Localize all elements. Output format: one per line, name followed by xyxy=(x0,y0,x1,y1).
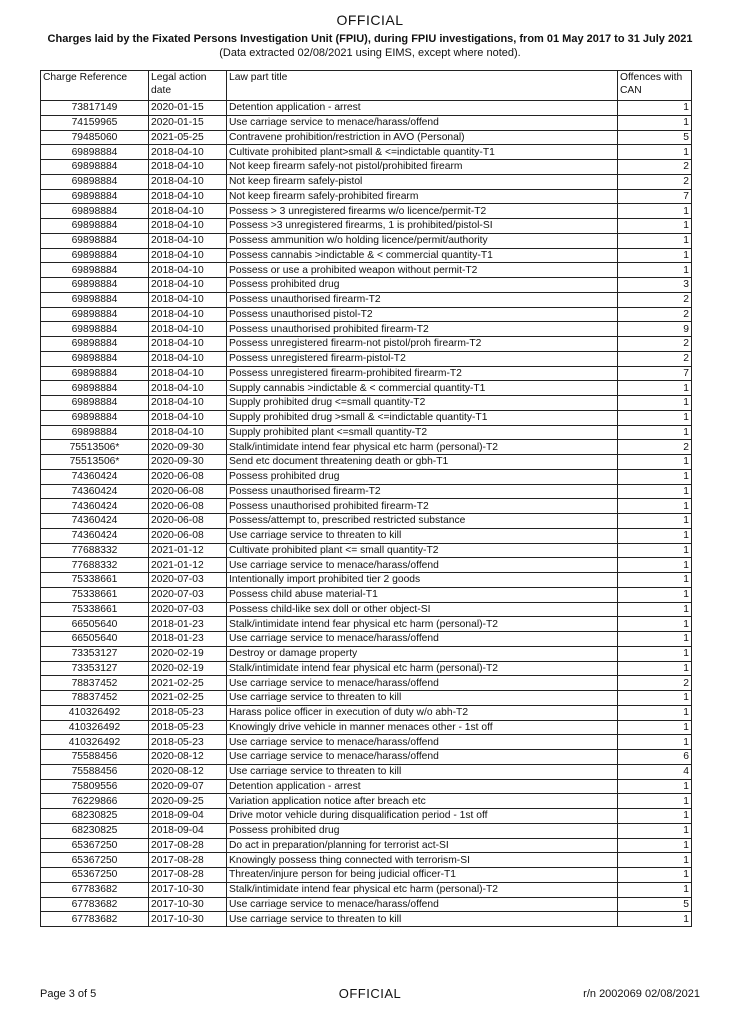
law-part-title-cell: Intentionally import prohibited tier 2 goods xyxy=(227,573,618,588)
law-part-title-cell: Use carriage service to menace/harass/offend xyxy=(227,750,618,765)
legal-action-date-cell: 2020-02-19 xyxy=(149,646,227,661)
offences-count-cell: 1 xyxy=(618,396,692,411)
table-row xyxy=(41,219,692,234)
table-row xyxy=(41,351,692,366)
table-row xyxy=(41,632,692,647)
offences-count-cell: 2 xyxy=(618,440,692,455)
offences-count-cell: 1 xyxy=(618,410,692,425)
table-row xyxy=(41,691,692,706)
legal-action-date-cell: 2018-04-10 xyxy=(149,219,227,234)
law-part-title-cell: Possess unregistered firearm-not pistol/proh firearm-T2 xyxy=(227,337,618,352)
legal-action-date-cell: 2018-04-10 xyxy=(149,381,227,396)
offences-count-cell: 1 xyxy=(618,646,692,661)
charges-table xyxy=(40,70,692,927)
offences-count-cell: 1 xyxy=(618,543,692,558)
charge-reference-cell: 74159965 xyxy=(41,115,149,130)
legal-action-date-cell: 2018-04-10 xyxy=(149,278,227,293)
legal-action-date-cell: 2018-04-10 xyxy=(149,366,227,381)
law-part-title-cell: Destroy or damage property xyxy=(227,646,618,661)
table-row xyxy=(41,233,692,248)
charge-reference-cell: 68230825 xyxy=(41,809,149,824)
offences-count-cell: 1 xyxy=(618,248,692,263)
charge-reference-cell: 73353127 xyxy=(41,646,149,661)
document-title xyxy=(40,32,700,60)
charge-reference-cell: 69898884 xyxy=(41,396,149,411)
legal-action-date-cell: 2021-01-12 xyxy=(149,558,227,573)
law-part-title-cell: Drive motor vehicle during disqualification period - 1st off xyxy=(227,809,618,824)
legal-action-date-cell: 2017-08-28 xyxy=(149,838,227,853)
charge-reference-cell: 69898884 xyxy=(41,337,149,352)
legal-action-date-cell: 2018-09-04 xyxy=(149,823,227,838)
title-note: (Data extracted 02/08/2021 using EIMS, except where noted). xyxy=(219,47,521,59)
legal-action-date-cell: 2020-06-08 xyxy=(149,484,227,499)
charge-reference-cell: 67783682 xyxy=(41,882,149,897)
table-row xyxy=(41,366,692,381)
offences-count-cell: 1 xyxy=(618,204,692,219)
law-part-title-cell: Possess unauthorised prohibited firearm-T2 xyxy=(227,499,618,514)
table-row xyxy=(41,558,692,573)
law-part-title-cell: Stalk/intimidate intend fear physical etc harm (personal)-T2 xyxy=(227,882,618,897)
column-header-legal-action-date: Legal action date xyxy=(149,71,227,101)
charge-reference-cell: 69898884 xyxy=(41,174,149,189)
charge-reference-cell: 75588456 xyxy=(41,764,149,779)
law-part-title-cell: Possess unauthorised prohibited firearm-T2 xyxy=(227,322,618,337)
table-row xyxy=(41,425,692,440)
charge-reference-cell: 75513506* xyxy=(41,440,149,455)
law-part-title-cell: Harass police officer in execution of duty w/o abh-T2 xyxy=(227,705,618,720)
charge-reference-cell: 69898884 xyxy=(41,204,149,219)
charge-reference-cell: 79485060 xyxy=(41,130,149,145)
classification-header: OFFICIAL xyxy=(336,12,404,28)
charge-reference-cell: 410326492 xyxy=(41,720,149,735)
legal-action-date-cell: 2021-01-12 xyxy=(149,543,227,558)
legal-action-date-cell: 2020-06-08 xyxy=(149,514,227,529)
offences-count-cell: 1 xyxy=(618,101,692,116)
offences-count-cell: 5 xyxy=(618,130,692,145)
legal-action-date-cell: 2020-08-12 xyxy=(149,750,227,765)
law-part-title-cell: Supply cannabis >indictable & < commercial quantity-T1 xyxy=(227,381,618,396)
offences-count-cell: 7 xyxy=(618,366,692,381)
table-row xyxy=(41,174,692,189)
column-header-law-part-title: Law part title xyxy=(227,71,618,101)
charge-reference-cell: 69898884 xyxy=(41,381,149,396)
legal-action-date-cell: 2017-10-30 xyxy=(149,912,227,927)
offences-count-cell: 1 xyxy=(618,573,692,588)
legal-action-date-cell: 2020-01-15 xyxy=(149,101,227,116)
charge-reference-cell: 75809556 xyxy=(41,779,149,794)
legal-action-date-cell: 2018-04-10 xyxy=(149,145,227,160)
table-row xyxy=(41,101,692,116)
charge-reference-cell: 77688332 xyxy=(41,543,149,558)
table-row xyxy=(41,853,692,868)
offences-count-cell: 2 xyxy=(618,307,692,322)
table-row xyxy=(41,823,692,838)
law-part-title-cell: Possess ammunition w/o holding licence/permit/authority xyxy=(227,233,618,248)
table-row xyxy=(41,381,692,396)
legal-action-date-cell: 2018-04-10 xyxy=(149,410,227,425)
law-part-title-cell: Cultivate prohibited plant <= small quantity-T2 xyxy=(227,543,618,558)
law-part-title-cell: Possess > 3 unregistered firearms w/o licence/permit-T2 xyxy=(227,204,618,219)
charge-reference-cell: 68230825 xyxy=(41,823,149,838)
charge-reference-cell: 66505640 xyxy=(41,632,149,647)
offences-count-cell: 1 xyxy=(618,484,692,499)
charge-reference-cell: 69898884 xyxy=(41,410,149,425)
charge-reference-cell: 75338661 xyxy=(41,602,149,617)
offences-count-cell: 1 xyxy=(618,632,692,647)
charge-reference-cell: 78837452 xyxy=(41,676,149,691)
table-row xyxy=(41,838,692,853)
table-row xyxy=(41,809,692,824)
table-row xyxy=(41,469,692,484)
offences-count-cell: 1 xyxy=(618,528,692,543)
law-part-title-cell: Not keep firearm safely-not pistol/prohibited firearm xyxy=(227,160,618,175)
law-part-title-cell: Possess prohibited drug xyxy=(227,278,618,293)
table-row xyxy=(41,115,692,130)
offences-count-cell: 9 xyxy=(618,322,692,337)
table-row xyxy=(41,720,692,735)
legal-action-date-cell: 2018-04-10 xyxy=(149,204,227,219)
charge-reference-cell: 69898884 xyxy=(41,366,149,381)
legal-action-date-cell: 2018-04-10 xyxy=(149,233,227,248)
table-row xyxy=(41,484,692,499)
legal-action-date-cell: 2018-04-10 xyxy=(149,351,227,366)
table-row xyxy=(41,204,692,219)
law-part-title-cell: Use carriage service to threaten to kill xyxy=(227,764,618,779)
table-row xyxy=(41,573,692,588)
offences-count-cell: 1 xyxy=(618,558,692,573)
legal-action-date-cell: 2020-09-25 xyxy=(149,794,227,809)
offences-count-cell: 1 xyxy=(618,499,692,514)
table-row xyxy=(41,705,692,720)
offences-count-cell: 1 xyxy=(618,145,692,160)
charge-reference-cell: 73353127 xyxy=(41,661,149,676)
table-row xyxy=(41,661,692,676)
legal-action-date-cell: 2018-04-10 xyxy=(149,292,227,307)
offences-count-cell: 2 xyxy=(618,351,692,366)
legal-action-date-cell: 2020-09-07 xyxy=(149,779,227,794)
table-row xyxy=(41,646,692,661)
legal-action-date-cell: 2020-09-30 xyxy=(149,455,227,470)
law-part-title-cell: Supply prohibited drug >small & <=indictable quantity-T1 xyxy=(227,410,618,425)
legal-action-date-cell: 2018-05-23 xyxy=(149,720,227,735)
law-part-title-cell: Detention application - arrest xyxy=(227,101,618,116)
table-row xyxy=(41,514,692,529)
charge-reference-cell: 75338661 xyxy=(41,587,149,602)
charge-reference-cell: 69898884 xyxy=(41,278,149,293)
offences-count-cell: 1 xyxy=(618,617,692,632)
legal-action-date-cell: 2021-05-25 xyxy=(149,130,227,145)
legal-action-date-cell: 2018-04-10 xyxy=(149,307,227,322)
charge-reference-cell: 65367250 xyxy=(41,853,149,868)
table-row xyxy=(41,337,692,352)
table-row xyxy=(41,543,692,558)
offences-count-cell: 5 xyxy=(618,897,692,912)
column-header-charge-reference: Charge Reference xyxy=(41,71,149,101)
table-row xyxy=(41,248,692,263)
law-part-title-cell: Cultivate prohibited plant>small & <=indictable quantity-T1 xyxy=(227,145,618,160)
legal-action-date-cell: 2017-10-30 xyxy=(149,882,227,897)
table-row xyxy=(41,750,692,765)
legal-action-date-cell: 2018-05-23 xyxy=(149,705,227,720)
offences-count-cell: 4 xyxy=(618,764,692,779)
charge-reference-cell: 67783682 xyxy=(41,897,149,912)
law-part-title-cell: Possess unregistered firearm-prohibited firearm-T2 xyxy=(227,366,618,381)
table-row xyxy=(41,410,692,425)
law-part-title-cell: Possess/attempt to, prescribed restricted substance xyxy=(227,514,618,529)
table-row xyxy=(41,160,692,175)
offences-count-cell: 2 xyxy=(618,676,692,691)
law-part-title-cell: Possess >3 unregistered firearms, 1 is prohibited/pistol-SI xyxy=(227,219,618,234)
charge-reference-cell: 69898884 xyxy=(41,292,149,307)
law-part-title-cell: Possess or use a prohibited weapon without permit-T2 xyxy=(227,263,618,278)
law-part-title-cell: Not keep firearm safely-prohibited firearm xyxy=(227,189,618,204)
column-header-offences-with-can: Offences with CAN xyxy=(618,71,692,101)
offences-count-cell: 1 xyxy=(618,469,692,484)
charge-reference-cell: 69898884 xyxy=(41,248,149,263)
offences-count-cell: 1 xyxy=(618,514,692,529)
charge-reference-cell: 66505640 xyxy=(41,617,149,632)
offences-count-cell: 1 xyxy=(618,691,692,706)
offences-count-cell: 3 xyxy=(618,278,692,293)
table-row xyxy=(41,764,692,779)
law-part-title-cell: Use carriage service to threaten to kill xyxy=(227,528,618,543)
law-part-title-cell: Variation application notice after breach etc xyxy=(227,794,618,809)
legal-action-date-cell: 2017-08-28 xyxy=(149,853,227,868)
offences-count-cell: 1 xyxy=(618,853,692,868)
offences-count-cell: 1 xyxy=(618,882,692,897)
legal-action-date-cell: 2020-01-15 xyxy=(149,115,227,130)
law-part-title-cell: Not keep firearm safely-pistol xyxy=(227,174,618,189)
offences-count-cell: 1 xyxy=(618,587,692,602)
charge-reference-cell: 69898884 xyxy=(41,189,149,204)
law-part-title-cell: Use carriage service to menace/harass/offend xyxy=(227,735,618,750)
offences-count-cell: 1 xyxy=(618,705,692,720)
law-part-title-cell: Do act in preparation/planning for terrorist act-SI xyxy=(227,838,618,853)
legal-action-date-cell: 2017-10-30 xyxy=(149,897,227,912)
law-part-title-cell: Knowingly drive vehicle in manner menaces other - 1st off xyxy=(227,720,618,735)
charge-reference-cell: 69898884 xyxy=(41,351,149,366)
law-part-title-cell: Possess cannabis >indictable & < commercial quantity-T1 xyxy=(227,248,618,263)
table-row xyxy=(41,189,692,204)
law-part-title-cell: Stalk/intimidate intend fear physical etc harm (personal)-T2 xyxy=(227,617,618,632)
title-main: Charges laid by the Fixated Persons Investigation Unit (FPIU), during FPIU investigations, from 01 May 2017 to 31 July 2021 xyxy=(47,33,693,45)
offences-count-cell: 2 xyxy=(618,337,692,352)
legal-action-date-cell: 2018-01-23 xyxy=(149,632,227,647)
table-header-row xyxy=(41,71,692,101)
law-part-title-cell: Threaten/injure person for being judicial officer-T1 xyxy=(227,868,618,883)
offences-count-cell: 1 xyxy=(618,425,692,440)
offences-count-cell: 1 xyxy=(618,661,692,676)
law-part-title-cell: Knowingly possess thing connected with terrorism-SI xyxy=(227,853,618,868)
offences-count-cell: 1 xyxy=(618,823,692,838)
table-row xyxy=(41,528,692,543)
charge-reference-cell: 410326492 xyxy=(41,705,149,720)
law-part-title-cell: Use carriage service to menace/harass/offend xyxy=(227,676,618,691)
legal-action-date-cell: 2020-02-19 xyxy=(149,661,227,676)
charge-reference-cell: 67783682 xyxy=(41,912,149,927)
law-part-title-cell: Supply prohibited plant <=small quantity-T2 xyxy=(227,425,618,440)
legal-action-date-cell: 2018-04-10 xyxy=(149,248,227,263)
law-part-title-cell: Stalk/intimidate intend fear physical etc harm (personal)-T2 xyxy=(227,440,618,455)
offences-count-cell: 1 xyxy=(618,794,692,809)
table-row xyxy=(41,307,692,322)
law-part-title-cell: Detention application - arrest xyxy=(227,779,618,794)
charge-reference-cell: 76229866 xyxy=(41,794,149,809)
law-part-title-cell: Possess unauthorised firearm-T2 xyxy=(227,292,618,307)
offences-count-cell: 1 xyxy=(618,868,692,883)
table-row xyxy=(41,499,692,514)
offences-count-cell: 1 xyxy=(618,455,692,470)
legal-action-date-cell: 2021-02-25 xyxy=(149,691,227,706)
table-row xyxy=(41,882,692,897)
law-part-title-cell: Use carriage service to menace/harass/offend xyxy=(227,632,618,647)
law-part-title-cell: Use carriage service to threaten to kill xyxy=(227,912,618,927)
offences-count-cell: 1 xyxy=(618,912,692,927)
offences-count-cell: 1 xyxy=(618,381,692,396)
charge-reference-cell: 74360424 xyxy=(41,499,149,514)
law-part-title-cell: Possess child-like sex doll or other object-SI xyxy=(227,602,618,617)
legal-action-date-cell: 2018-04-10 xyxy=(149,160,227,175)
charge-reference-cell: 410326492 xyxy=(41,735,149,750)
table-row xyxy=(41,735,692,750)
charge-reference-cell: 78837452 xyxy=(41,691,149,706)
table-row xyxy=(41,322,692,337)
offences-count-cell: 1 xyxy=(618,838,692,853)
charge-reference-cell: 69898884 xyxy=(41,425,149,440)
legal-action-date-cell: 2020-07-03 xyxy=(149,573,227,588)
law-part-title-cell: Use carriage service to menace/harass/offend xyxy=(227,115,618,130)
charge-reference-cell: 75338661 xyxy=(41,573,149,588)
legal-action-date-cell: 2018-04-10 xyxy=(149,425,227,440)
page-number: Page 3 of 5 xyxy=(40,988,97,1000)
law-part-title-cell: Use carriage service to menace/harass/offend xyxy=(227,897,618,912)
table-row xyxy=(41,897,692,912)
legal-action-date-cell: 2020-09-30 xyxy=(149,440,227,455)
legal-action-date-cell: 2018-04-10 xyxy=(149,174,227,189)
law-part-title-cell: Send etc document threatening death or gbh-T1 xyxy=(227,455,618,470)
offences-count-cell: 1 xyxy=(618,720,692,735)
charge-reference-cell: 65367250 xyxy=(41,868,149,883)
offences-count-cell: 1 xyxy=(618,219,692,234)
legal-action-date-cell: 2018-04-10 xyxy=(149,322,227,337)
table-row xyxy=(41,912,692,927)
offences-count-cell: 1 xyxy=(618,115,692,130)
law-part-title-cell: Possess prohibited drug xyxy=(227,823,618,838)
charge-reference-cell: 74360424 xyxy=(41,484,149,499)
offences-count-cell: 1 xyxy=(618,735,692,750)
legal-action-date-cell: 2020-06-08 xyxy=(149,469,227,484)
charge-reference-cell: 69898884 xyxy=(41,219,149,234)
offences-count-cell: 1 xyxy=(618,233,692,248)
legal-action-date-cell: 2018-09-04 xyxy=(149,809,227,824)
charge-reference-cell: 75513506* xyxy=(41,455,149,470)
legal-action-date-cell: 2018-05-23 xyxy=(149,735,227,750)
offences-count-cell: 6 xyxy=(618,750,692,765)
table-row xyxy=(41,779,692,794)
table-row xyxy=(41,278,692,293)
charge-reference-cell: 69898884 xyxy=(41,160,149,175)
charge-reference-cell: 65367250 xyxy=(41,838,149,853)
offences-count-cell: 1 xyxy=(618,263,692,278)
law-part-title-cell: Possess unregistered firearm-pistol-T2 xyxy=(227,351,618,366)
table-row xyxy=(41,145,692,160)
table-row xyxy=(41,396,692,411)
charge-reference-cell: 69898884 xyxy=(41,233,149,248)
charge-reference-cell: 77688332 xyxy=(41,558,149,573)
table-row xyxy=(41,455,692,470)
legal-action-date-cell: 2020-06-08 xyxy=(149,528,227,543)
charge-reference-cell: 73817149 xyxy=(41,101,149,116)
charge-reference-cell: 75588456 xyxy=(41,750,149,765)
charge-reference-cell: 69898884 xyxy=(41,322,149,337)
table-row xyxy=(41,587,692,602)
legal-action-date-cell: 2018-04-10 xyxy=(149,337,227,352)
legal-action-date-cell: 2017-08-28 xyxy=(149,868,227,883)
law-part-title-cell: Possess unauthorised firearm-T2 xyxy=(227,484,618,499)
legal-action-date-cell: 2020-06-08 xyxy=(149,499,227,514)
table-row xyxy=(41,602,692,617)
table-row xyxy=(41,868,692,883)
offences-count-cell: 1 xyxy=(618,809,692,824)
legal-action-date-cell: 2018-04-10 xyxy=(149,189,227,204)
charge-reference-cell: 69898884 xyxy=(41,263,149,278)
legal-action-date-cell: 2020-08-12 xyxy=(149,764,227,779)
reference-number: r/n 2002069 02/08/2021 xyxy=(583,988,700,1000)
table-row xyxy=(41,130,692,145)
law-part-title-cell: Stalk/intimidate intend fear physical etc harm (personal)-T2 xyxy=(227,661,618,676)
table-row xyxy=(41,263,692,278)
charge-reference-cell: 74360424 xyxy=(41,469,149,484)
charge-reference-cell: 69898884 xyxy=(41,307,149,322)
classification-footer: OFFICIAL xyxy=(338,986,402,1001)
offences-count-cell: 2 xyxy=(618,174,692,189)
table-row xyxy=(41,440,692,455)
table-row xyxy=(41,676,692,691)
offences-count-cell: 1 xyxy=(618,779,692,794)
law-part-title-cell: Contravene prohibition/restriction in AVO (Personal) xyxy=(227,130,618,145)
law-part-title-cell: Possess unauthorised pistol-T2 xyxy=(227,307,618,322)
offences-count-cell: 2 xyxy=(618,160,692,175)
legal-action-date-cell: 2018-04-10 xyxy=(149,396,227,411)
table-row xyxy=(41,794,692,809)
charge-reference-cell: 74360424 xyxy=(41,528,149,543)
charge-reference-cell: 74360424 xyxy=(41,514,149,529)
table-row xyxy=(41,292,692,307)
law-part-title-cell: Possess prohibited drug xyxy=(227,469,618,484)
law-part-title-cell: Supply prohibited drug <=small quantity-T2 xyxy=(227,396,618,411)
offences-count-cell: 1 xyxy=(618,602,692,617)
table-row xyxy=(41,617,692,632)
legal-action-date-cell: 2020-07-03 xyxy=(149,602,227,617)
legal-action-date-cell: 2018-01-23 xyxy=(149,617,227,632)
law-part-title-cell: Use carriage service to threaten to kill xyxy=(227,691,618,706)
offences-count-cell: 7 xyxy=(618,189,692,204)
law-part-title-cell: Possess child abuse material-T1 xyxy=(227,587,618,602)
charge-reference-cell: 69898884 xyxy=(41,145,149,160)
legal-action-date-cell: 2021-02-25 xyxy=(149,676,227,691)
legal-action-date-cell: 2020-07-03 xyxy=(149,587,227,602)
law-part-title-cell: Use carriage service to menace/harass/offend xyxy=(227,558,618,573)
offences-count-cell: 2 xyxy=(618,292,692,307)
legal-action-date-cell: 2018-04-10 xyxy=(149,263,227,278)
